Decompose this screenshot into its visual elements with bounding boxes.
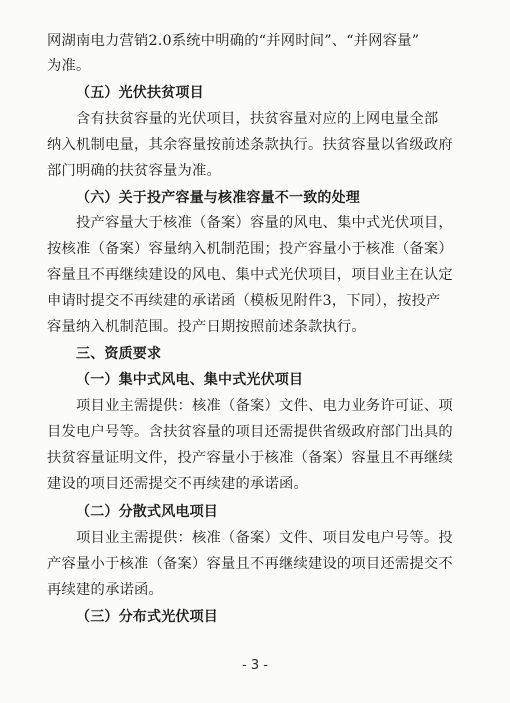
section-heading: （一）集中式风电、集中式光伏项目 (76, 372, 304, 388)
body-line: 含有扶贫容量的光伏项目，扶贫容量对应的上网电量全部 (76, 111, 439, 127)
body-line: 扶贫容量证明文件，投产容量小于核准（备案）容量且不再继续 (47, 450, 453, 466)
body-line: 容量纳入机制范围。投产日期按照前述条款执行。 (47, 319, 366, 335)
section-heading: （三）分布式光伏项目 (76, 609, 218, 625)
body-line: 纳入机制电量，其余容量按前述条款执行。扶贫容量以省级政府 (47, 137, 453, 153)
body-line: 投产容量大于核准（备案）容量的风电、集中式光伏项目， (76, 215, 453, 231)
body-line: 按核准（备案）容量纳入机制范围；投产容量小于核准（备案） (47, 241, 453, 257)
section-heading: （二）分散式风电项目 (76, 504, 218, 520)
section-heading: 三、资质要求 (76, 346, 162, 362)
body-line: 产容量小于核准（备案）容量且不再继续建设的项目还需提交不 (47, 556, 453, 572)
section-heading: （六）关于投产容量与核准容量不一致的处理 (76, 190, 360, 206)
body-line: 项目业主需提供：核准（备案）文件、电力业务许可证、项 (76, 398, 453, 414)
body-line: 部门明确的扶贫容量为准。 (47, 163, 221, 179)
page-number: - 3 - (242, 658, 268, 673)
body-line: 容量且不再继续建设的风电、集中式光伏项目，项目业主在认定 (47, 267, 453, 283)
body-line: 建设的项目还需提交不再续建的承诺函。 (47, 476, 308, 492)
body-line: 申请时提交不再续建的承诺函（模板见附件3，下同），按投产 (47, 293, 441, 309)
body-line: 再续建的承诺函。 (47, 582, 163, 598)
body-line: 网湖南电力营销2.0系统中明确的“并网时间”、“并网容量” (47, 33, 420, 49)
body-line: 目发电户号等。含扶贫容量的项目还需提供省级政府部门出具的 (47, 424, 453, 440)
body-line: 项目业主需提供：核准（备案）文件、项目发电户号等。投 (76, 530, 453, 546)
section-heading: （五）光伏扶贫项目 (76, 85, 204, 101)
body-line: 为准。 (47, 58, 91, 74)
